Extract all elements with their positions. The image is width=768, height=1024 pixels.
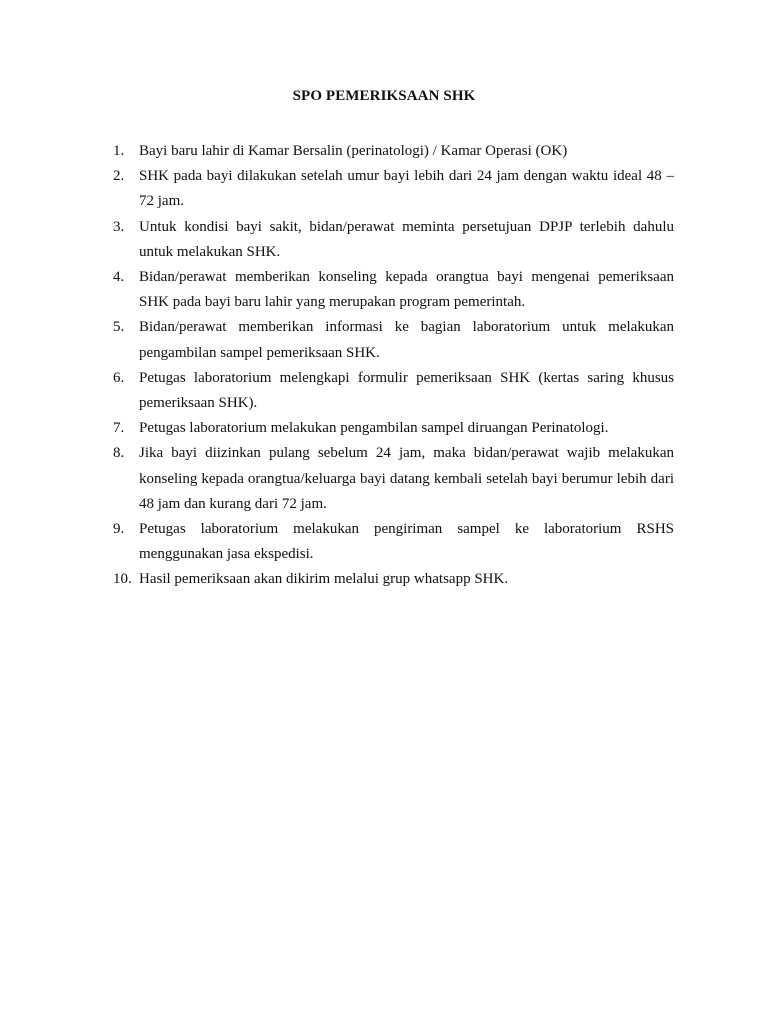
step-number: 7. <box>113 420 125 437</box>
step-text: Bidan/perawat memberikan konseling kepada orangtua bayi mengenai pemeriksaan SHK pada bayi baru lahir yang merupakan program pemerintah. <box>139 269 674 311</box>
step-number: 5. <box>113 319 125 336</box>
list-item <box>113 315 674 365</box>
step-number: 10. <box>113 571 132 588</box>
step-text: Petugas laboratorium melengkapi formulir pemeriksaan SHK (kertas saring khusus pemeriksaan SHK). <box>139 369 674 412</box>
step-text: Bidan/perawat memberikan informasi ke bagian laboratorium untuk melakukan pengambilan sampel pemeriksaan SHK. <box>139 319 674 361</box>
list-item <box>113 164 674 214</box>
step-number: 1. <box>113 143 125 159</box>
step-number: 8. <box>113 445 125 462</box>
step-text: Untuk kondisi bayi sakit, bidan/perawat meminta persetujuan DPJP terlebih dahulu untuk melakukan SHK. <box>139 218 674 260</box>
list-item <box>113 366 674 416</box>
list-item <box>113 265 674 315</box>
step-text: Petugas laboratorium melakukan pengiriman sampel ke laboratorium RSHS menggunakan jasa ekspedisi. <box>139 521 674 563</box>
list-item <box>113 441 674 517</box>
list-item <box>113 567 674 592</box>
step-text: Petugas laboratorium melakukan pengambilan sampel diruangan Perinatologi. <box>139 420 609 437</box>
list-item <box>113 416 674 441</box>
list-item <box>113 215 674 265</box>
step-text: Bayi baru lahir di Kamar Bersalin (perinatologi) / Kamar Operasi (OK) <box>139 143 568 159</box>
list-item <box>113 139 674 164</box>
step-text: SHK pada bayi dilakukan setelah umur bayi lebih dari 24 jam dengan waktu ideal 48 – 72 jam. <box>139 168 674 210</box>
step-number: 4. <box>113 269 125 286</box>
step-number: 9. <box>113 521 125 538</box>
step-number: 3. <box>113 218 125 235</box>
step-number: 6. <box>113 369 125 386</box>
procedure-steps-list <box>113 139 674 593</box>
step-text: Hasil pemeriksaan akan dikirim melalui grup whatsapp SHK. <box>139 571 509 588</box>
document-title: SPO PEMERIKSAAN SHK <box>292 88 476 104</box>
step-text: Jika bayi diizinkan pulang sebelum 24 jam, maka bidan/perawat wajib melakukan konseling kepada orangtua/keluarga bayi datang kembali setelah bayi berumur lebih dari 48 jam dan kurang dari 72 jam. <box>139 445 674 512</box>
list-item <box>113 517 674 567</box>
step-number: 2. <box>113 168 125 185</box>
